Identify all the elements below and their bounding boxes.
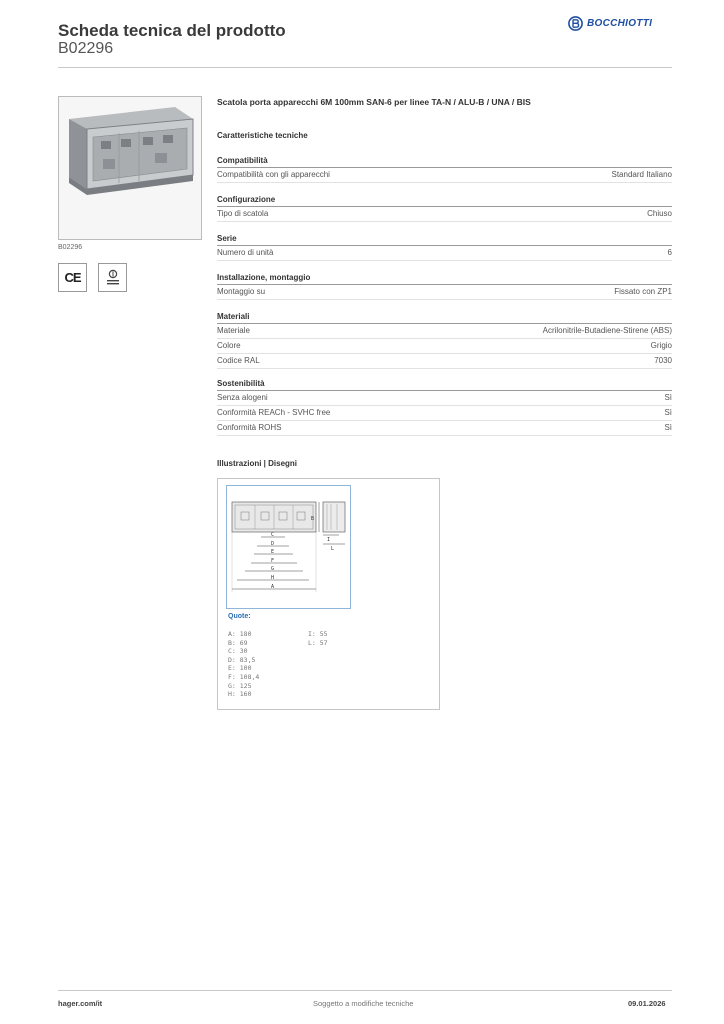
section-title: Compatibilità [217,154,672,168]
brand-name: BOCCHIOTTI [587,18,653,29]
section-title: Installazione, montaggio [217,271,672,285]
quote-item: C: 30 [228,647,248,656]
spec-row [217,391,672,406]
spec-label: Numero di unità [217,248,274,257]
technical-drawing [226,485,351,609]
spec-value: Fissato con ZP1 [614,287,672,296]
spec-label: Tipo di scatola [217,209,269,218]
quote-item: A: 180 [228,630,252,638]
section-title: Configurazione [217,193,672,207]
spec-label: Codice RAL [217,356,260,365]
dimension-label-b: B [311,516,315,522]
dimension-label-c: C [271,532,275,538]
halogen-free-badge [98,263,127,292]
dimension-label-f: F [271,558,275,564]
quote-item: H: 160 [228,690,252,699]
dimension-label-l: L [331,546,335,552]
spec-section-serie [217,232,672,261]
quote-item: G: 125 [228,681,252,690]
footer-note: Soggetto a modifiche tecniche [313,999,414,1008]
quote-item: I: 55 [308,630,328,638]
quote-item: B: 69 [228,638,248,647]
quote-item: E: 100 [228,664,252,673]
spec-row [217,421,672,436]
spec-value: Acrilonitrile-Butadiene-Stirene (ABS) [542,326,672,335]
spec-label: Materiale [217,326,250,335]
spec-row [217,207,672,222]
quote-item: F: 108,4 [228,672,260,681]
spec-row [217,406,672,421]
ce-mark-badge [58,263,87,292]
spec-value: Sì [664,393,672,402]
spec-row [217,339,672,354]
spec-value: 6 [667,248,672,257]
spec-section-configurazione [217,193,672,222]
photo-caption: B02296 [58,244,83,251]
page-title: Scheda tecnica del prodotto [58,21,286,40]
quote-item: D: 83,5 [228,655,256,664]
spec-label: Conformità ROHS [217,423,282,432]
spec-value: Sì [664,423,672,432]
dimension-label-e: E [271,549,275,555]
spec-label: Compatibilità con gli apparecchi [217,170,330,179]
product-description: Scatola porta apparecchi 6M 100mm SAN-6 per linee TA-N / ALU-B / UNA / BIS [217,97,531,107]
spec-label: Colore [217,341,241,350]
quote-item: L: 57 [308,638,328,647]
dimension-label-h: H [271,575,275,581]
dimension-label-d: D [271,541,275,547]
spec-row [217,246,672,261]
section-title: Sostenibilità [217,377,672,391]
spec-value: Sì [664,408,672,417]
product-code: B02296 [58,40,114,57]
halogen-free-icon [103,268,123,288]
product-photo [58,96,202,240]
spec-row [217,168,672,183]
spec-row [217,285,672,300]
header-divider [58,67,672,68]
spec-value: Grigio [650,341,672,350]
spec-label: Conformità REACh - SVHC free [217,408,331,417]
footer-divider [58,990,672,991]
dimension-label-a: A [271,584,275,590]
dimension-label-i: I [327,537,331,543]
footer-website-link[interactable]: hager.com/it [58,999,103,1008]
spec-section-sostenibilita [217,377,672,436]
spec-label: Montaggio su [217,287,266,296]
bocchiotti-logo-icon [568,16,583,31]
footer-date: 09.01.2026 [628,999,666,1008]
section-title: Serie [217,232,672,246]
section-title: Materiali [217,310,672,324]
spec-label: Senza alogeni [217,393,268,402]
spec-row [217,354,672,369]
specs-heading: Caratteristiche tecniche [217,131,308,140]
brand-logo [568,16,652,31]
spec-section-materiali [217,310,672,369]
spec-section-installazione [217,271,672,300]
spec-value: Standard Italiano [611,170,672,179]
illustrations-title: Illustrazioni | Disegni [217,459,298,468]
quotes-column-1 [228,630,259,699]
spec-value: 7030 [654,356,672,365]
spec-value: Chiuso [647,209,672,218]
spec-section-compatibilita [217,154,672,183]
quote-title: Quote: [228,613,251,620]
ce-mark-icon: CE [64,270,81,285]
spec-row [217,324,672,339]
quotes-column-2 [308,630,328,647]
dimension-label-g: G [271,566,275,572]
